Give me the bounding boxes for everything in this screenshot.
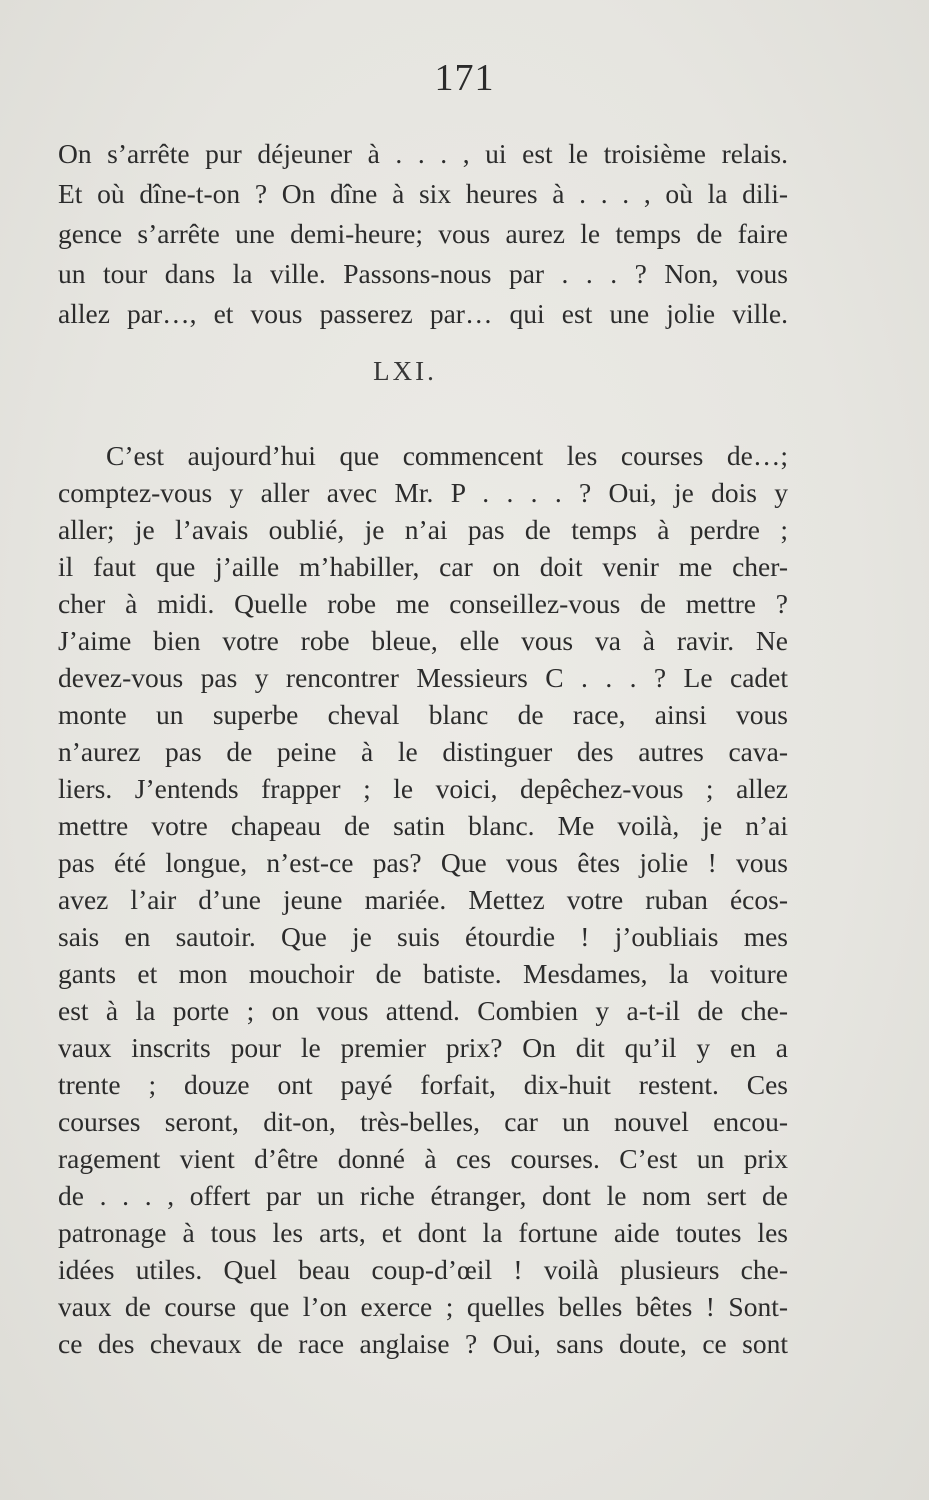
text-line: gence s’arrête une demi-heure; vous aurez le temps de faire	[58, 218, 788, 249]
text-line: avez l’air d’une jeune mariée. Mettez votre ruban écos-	[58, 884, 788, 915]
text-line: Et où dîne-t-on ? On dîne à six heures à . . . , où la dili-	[58, 178, 788, 209]
text-line: trente ; douze ont payé forfait, dix-huit restent. Ces	[58, 1069, 788, 1100]
text-line: idées utiles. Quel beau coup-d’œil ! voilà plusieurs che-	[58, 1254, 788, 1285]
text-line: mettre votre chapeau de satin blanc. Me voilà, je n’ai	[58, 810, 788, 841]
text-line: monte un superbe cheval blanc de race, ainsi vous	[58, 699, 788, 730]
text-line: ce des chevaux de race anglaise ? Oui, sans doute, ce sont	[58, 1328, 788, 1359]
text-line: patronage à tous les arts, et dont la fortune aide toutes les	[58, 1217, 788, 1248]
text-line: pas été longue, n’est-ce pas? Que vous êtes jolie ! vous	[58, 847, 788, 878]
text-line: n’aurez pas de peine à le distinguer des autres cava-	[58, 736, 788, 767]
text-line: vaux de course que l’on exerce ; quelles belles bêtes ! Sont-	[58, 1291, 788, 1322]
text-line: comptez-vous y aller avec Mr. P . . . . ? Oui, je dois y	[58, 477, 788, 508]
text-line: il faut que j’aille m’habiller, car on doit venir me cher-	[58, 551, 788, 582]
text-line: gants et mon mouchoir de batiste. Mesdames, la voiture	[58, 958, 788, 989]
text-line: J’aime bien votre robe bleue, elle vous va à ravir. Ne	[58, 625, 788, 656]
text-line: vaux inscrits pour le premier prix? On dit qu’il y en a	[58, 1032, 788, 1063]
text-line: liers. J’entends frapper ; le voici, depêchez-vous ; allez	[58, 773, 788, 804]
section-heading: LXI.	[373, 356, 437, 386]
text-line: devez-vous pas y rencontrer Messieurs C . . . ? Le cadet	[58, 662, 788, 693]
page-number: 171	[434, 57, 495, 99]
text-line: sais en sautoir. Que je suis étourdie ! j’oubliais mes	[58, 921, 788, 952]
text-line: cher à midi. Quelle robe me conseillez-vous de mettre ?	[58, 588, 788, 619]
text-line: est à la porte ; on vous attend. Combien y a-t-il de che-	[58, 995, 788, 1026]
text-line: allez par…, et vous passerez par… qui est une jolie ville.	[58, 298, 788, 329]
text-line: un tour dans la ville. Passons-nous par . . . ? Non, vous	[58, 258, 788, 289]
text-line: C’est aujourd’hui que commencent les courses de…;	[106, 440, 788, 471]
text-line: On s’arrête pur déjeuner à . . . , ui est le troisième relais.	[58, 138, 788, 169]
text-line: de . . . , offert par un riche étranger, dont le nom sert de	[58, 1180, 788, 1211]
text-line: courses seront, dit-on, très-belles, car un nouvel encou-	[58, 1106, 788, 1137]
text-line: aller; je l’avais oublié, je n’ai pas de temps à perdre ;	[58, 514, 788, 545]
paragraph-top	[58, 134, 788, 334]
text-line: ragement vient d’être donné à ces courses. C’est un prix	[58, 1143, 788, 1174]
paragraph-main	[58, 436, 788, 1366]
